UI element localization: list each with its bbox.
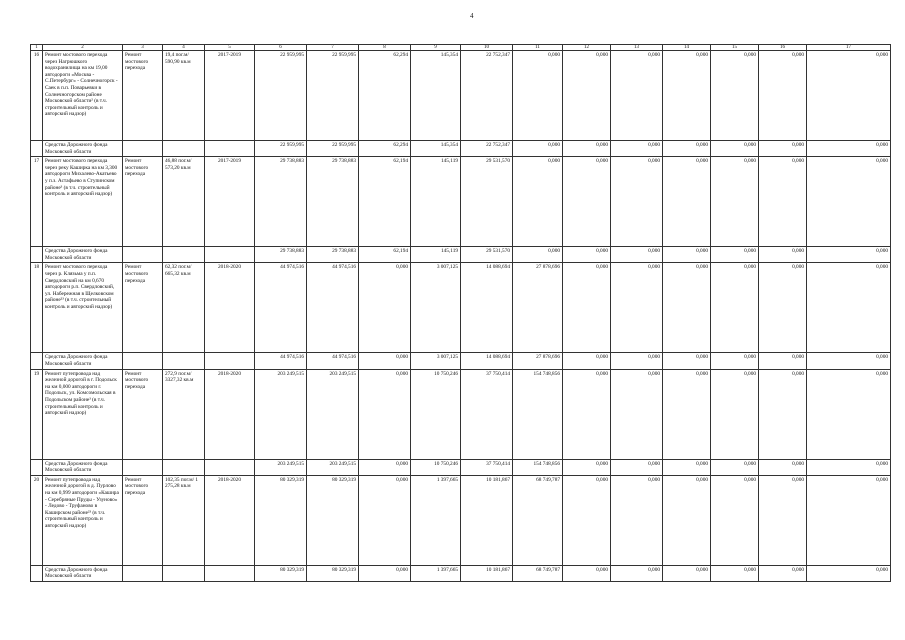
funding-source-row [31,247,891,263]
empty-cell [123,247,163,263]
amount-cell: 0,000 [563,353,611,369]
row-number: 17 [31,157,43,247]
column-number: 3 [123,45,163,51]
amount-cell: 0,000 [563,263,611,353]
amount-cell: 0,000 [807,51,891,141]
amount-cell: 29 738,883 [255,157,307,247]
empty-cell [31,353,43,369]
amount-cell: 0,000 [711,157,759,247]
amount-cell: 10 750,246 [411,459,461,475]
amount-cell: 145,119 [411,247,461,263]
amount-cell: 22 959,995 [307,51,359,141]
amount-cell: 0,000 [563,157,611,247]
amount-cell: 0,000 [563,141,611,157]
empty-cell [163,353,205,369]
amount-cell: 22 959,995 [255,141,307,157]
empty-cell [123,459,163,475]
empty-cell [31,459,43,475]
empty-cell [205,353,255,369]
empty-cell [31,565,43,581]
column-number: 2 [43,45,123,51]
amount-cell: 0,000 [359,565,411,581]
row-number: 18 [31,263,43,353]
amount-cell: 0,000 [611,353,663,369]
empty-cell [205,141,255,157]
funding-source-label: Средства Дорожного фонда Московской области [43,247,123,263]
amount-cell: 80 329,319 [307,475,359,565]
amount-cell: 0,000 [663,51,711,141]
amount-cell: 0,000 [359,263,411,353]
amount-cell: 0,000 [663,247,711,263]
amount-cell: 0,000 [759,565,807,581]
amount-cell: 0,000 [807,369,891,459]
amount-cell: 0,000 [759,157,807,247]
capacity: 46,88 пог.м/ 573,20 кв.м [163,157,205,247]
amount-cell: 0,000 [807,459,891,475]
amount-cell: 44 974,516 [255,263,307,353]
table-row [31,157,891,247]
empty-cell [123,141,163,157]
amount-cell: 203 249,515 [255,369,307,459]
funding-source-row [31,353,891,369]
amount-cell: 0,000 [807,353,891,369]
period: 2017-2019 [205,51,255,141]
amount-cell: 22 959,995 [255,51,307,141]
amount-cell: 22 752,347 [461,141,513,157]
object-name: Ремонт путепровода над железной дорогой в г. Подольск на км 0,000 автодороги г. Подольск, ул. Комсомольская в Подольском районе³ (в т.ч. строительный контроль и авторский надзор) [43,369,123,459]
amount-cell: 0,000 [711,263,759,353]
amount-cell: 62,194 [359,247,411,263]
amount-cell: 0,000 [759,51,807,141]
amount-cell: 0,000 [759,459,807,475]
amount-cell: 3 007,125 [411,353,461,369]
amount-cell: 27 878,696 [513,263,563,353]
amount-cell: 10 750,246 [411,369,461,459]
amount-cell: 0,000 [711,475,759,565]
amount-cell: 62,294 [359,141,411,157]
object-name: Ремонт мостового перехода через Нагрюшкого водохранилища на км 19,00 автодороги «Москва - С.Петербург» - Солнечногорск - Саек в п.п. Поварьевки в Солнечногорском районе Московской области² (в т.ч. строительный контроль и авторский надзор) [43,51,123,141]
amount-cell: 1 397,665 [411,475,461,565]
amount-cell: 0,000 [611,51,663,141]
amount-cell: 0,000 [807,247,891,263]
object-name: Ремонт мостового перехода через реку Каширка на км 3,300 автодороги Михалево-Акатьево у п.з. Астафьево в Ступинском районе³ (в т.ч. строительный контроль и авторский надзор) [43,157,123,247]
amount-cell: 44 974,516 [255,353,307,369]
amount-cell: 22 752,347 [461,51,513,141]
amount-cell: 0,000 [759,475,807,565]
table-row [31,369,891,459]
amount-cell: 0,000 [611,565,663,581]
amount-cell: 62,194 [359,157,411,247]
amount-cell: 68 749,787 [513,565,563,581]
amount-cell: 29 738,883 [307,157,359,247]
amount-cell: 0,000 [711,247,759,263]
row-number: 19 [31,369,43,459]
amount-cell: 0,000 [663,157,711,247]
amount-cell: 0,000 [711,565,759,581]
empty-cell [205,459,255,475]
amount-cell: 145,354 [411,141,461,157]
amount-cell: 0,000 [807,157,891,247]
amount-cell: 0,000 [759,353,807,369]
funding-source-row [31,459,891,475]
page-number: 4 [470,12,474,20]
amount-cell: 10 181,867 [461,565,513,581]
empty-cell [163,565,205,581]
amount-cell: 80 329,319 [255,475,307,565]
object-name: Ремонт путепровода над железной дорогой в д. Пурлово на км 0,999 автодороги «Кашира - Серебряные Пруды - Узуново» - Ледово - Труфаново в Каширском районе²³ (в т.ч. строительный контроль и авторский надзор) [43,475,123,565]
empty-cell [163,141,205,157]
amount-cell: 154 748,856 [513,459,563,475]
amount-cell: 0,000 [563,475,611,565]
empty-cell [163,459,205,475]
budget-table [30,44,891,582]
amount-cell: 0,000 [611,459,663,475]
amount-cell: 0,000 [563,51,611,141]
amount-cell: 0,000 [663,353,711,369]
amount-cell: 29 738,883 [307,247,359,263]
amount-cell: 10 181,867 [461,475,513,565]
amount-cell: 14 088,694 [461,353,513,369]
funding-source-row [31,141,891,157]
amount-cell: 145,354 [411,51,461,141]
amount-cell: 154 748,856 [513,369,563,459]
amount-cell: 203 249,515 [255,459,307,475]
amount-cell: 44 974,516 [307,263,359,353]
column-number: 13 [611,45,663,51]
funding-source-label: Средства Дорожного фонда Московской области [43,459,123,475]
amount-cell: 0,000 [611,263,663,353]
work-type: Ремонт мостового перехода [123,475,163,565]
funding-source-row [31,565,891,581]
amount-cell: 0,000 [611,369,663,459]
amount-cell: 3 007,125 [411,263,461,353]
amount-cell: 0,000 [711,141,759,157]
amount-cell: 0,000 [359,459,411,475]
table-row [31,475,891,565]
object-name: Ремонт мостового перехода через р. Клязьма у п.п. Свердловский на км 0,670 автодороги р.п. Свердловский, ул. Набережная в Щелковском районе²³ (в т.ч. строительный контроль и авторский надзор) [43,263,123,353]
amount-cell: 29 531,570 [461,247,513,263]
amount-cell: 0,000 [663,263,711,353]
amount-cell: 80 329,319 [307,565,359,581]
amount-cell: 0,000 [513,157,563,247]
amount-cell: 0,000 [663,369,711,459]
amount-cell: 0,000 [759,263,807,353]
amount-cell: 0,000 [663,141,711,157]
row-number: 16 [31,51,43,141]
funding-source-label: Средства Дорожного фонда Московской области [43,353,123,369]
period: 2018-2020 [205,369,255,459]
work-type: Ремонт мостового перехода [123,369,163,459]
work-type: Ремонт мостового перехода [123,157,163,247]
amount-cell: 0,000 [611,157,663,247]
amount-cell: 0,000 [711,459,759,475]
empty-cell [205,565,255,581]
amount-cell: 0,000 [807,475,891,565]
column-number: 15 [711,45,759,51]
amount-cell: 68 749,787 [513,475,563,565]
column-number: 12 [563,45,611,51]
amount-cell: 0,000 [563,459,611,475]
amount-cell: 0,000 [563,565,611,581]
amount-cell: 0,000 [563,247,611,263]
amount-cell: 145,119 [411,157,461,247]
amount-cell: 203 249,515 [307,459,359,475]
amount-cell: 203 249,515 [307,369,359,459]
empty-cell [31,247,43,263]
amount-cell: 62,294 [359,51,411,141]
amount-cell: 0,000 [513,141,563,157]
funding-source-label: Средства Дорожного фонда Московской области [43,565,123,581]
work-type: Ремонт мостового перехода [123,51,163,141]
column-number: 7 [307,45,359,51]
amount-cell: 0,000 [663,459,711,475]
table-row [31,263,891,353]
amount-cell: 29 738,883 [255,247,307,263]
amount-cell: 0,000 [759,141,807,157]
column-number: 5 [205,45,255,51]
amount-cell: 0,000 [759,369,807,459]
amount-cell: 0,000 [359,475,411,565]
amount-cell: 0,000 [711,353,759,369]
amount-cell: 0,000 [663,565,711,581]
capacity: 272,9 пог.м/ 3327,32 кв.м [163,369,205,459]
amount-cell: 0,000 [663,475,711,565]
period: 2018-2020 [205,475,255,565]
empty-cell [205,247,255,263]
column-number: 4 [163,45,205,51]
amount-cell: 0,000 [513,247,563,263]
row-number: 20 [31,475,43,565]
column-number: 16 [759,45,807,51]
column-number: 11 [513,45,563,51]
amount-cell: 80 329,319 [255,565,307,581]
amount-cell: 0,000 [711,369,759,459]
column-number: 1 [31,45,43,51]
amount-cell: 0,000 [611,475,663,565]
period: 2017-2019 [205,157,255,247]
amount-cell: 37 750,414 [461,369,513,459]
column-number: 9 [411,45,461,51]
column-number: 14 [663,45,711,51]
column-number: 8 [359,45,411,51]
amount-cell: 27 878,696 [513,353,563,369]
empty-cell [123,353,163,369]
capacity: 62,32 пог.м/ 665,32 кв.м [163,263,205,353]
amount-cell: 0,000 [563,369,611,459]
amount-cell: 44 974,516 [307,353,359,369]
column-number: 6 [255,45,307,51]
amount-cell: 0,000 [611,247,663,263]
amount-cell: 37 750,414 [461,459,513,475]
amount-cell: 0,000 [759,247,807,263]
empty-cell [123,565,163,581]
capacity: 102,35 пог.м/ 1 275,28 кв.м [163,475,205,565]
column-number: 10 [461,45,513,51]
amount-cell: 0,000 [359,353,411,369]
amount-cell: 22 959,995 [307,141,359,157]
funding-source-label: Средства Дорожного фонда Московской области [43,141,123,157]
amount-cell: 0,000 [711,51,759,141]
amount-cell: 0,000 [611,141,663,157]
empty-cell [31,141,43,157]
amount-cell: 0,000 [807,263,891,353]
amount-cell: 1 397,665 [411,565,461,581]
amount-cell: 0,000 [359,369,411,459]
capacity: 19,4 пог.м/ 590,90 кв.м [163,51,205,141]
empty-cell [163,247,205,263]
amount-cell: 0,000 [807,141,891,157]
period: 2018-2020 [205,263,255,353]
amount-cell: 29 531,570 [461,157,513,247]
amount-cell: 0,000 [513,51,563,141]
column-number: 17 [807,45,891,51]
table-row [31,51,891,141]
amount-cell: 0,000 [807,565,891,581]
amount-cell: 14 088,694 [461,263,513,353]
work-type: Ремонт мостового перехода [123,263,163,353]
